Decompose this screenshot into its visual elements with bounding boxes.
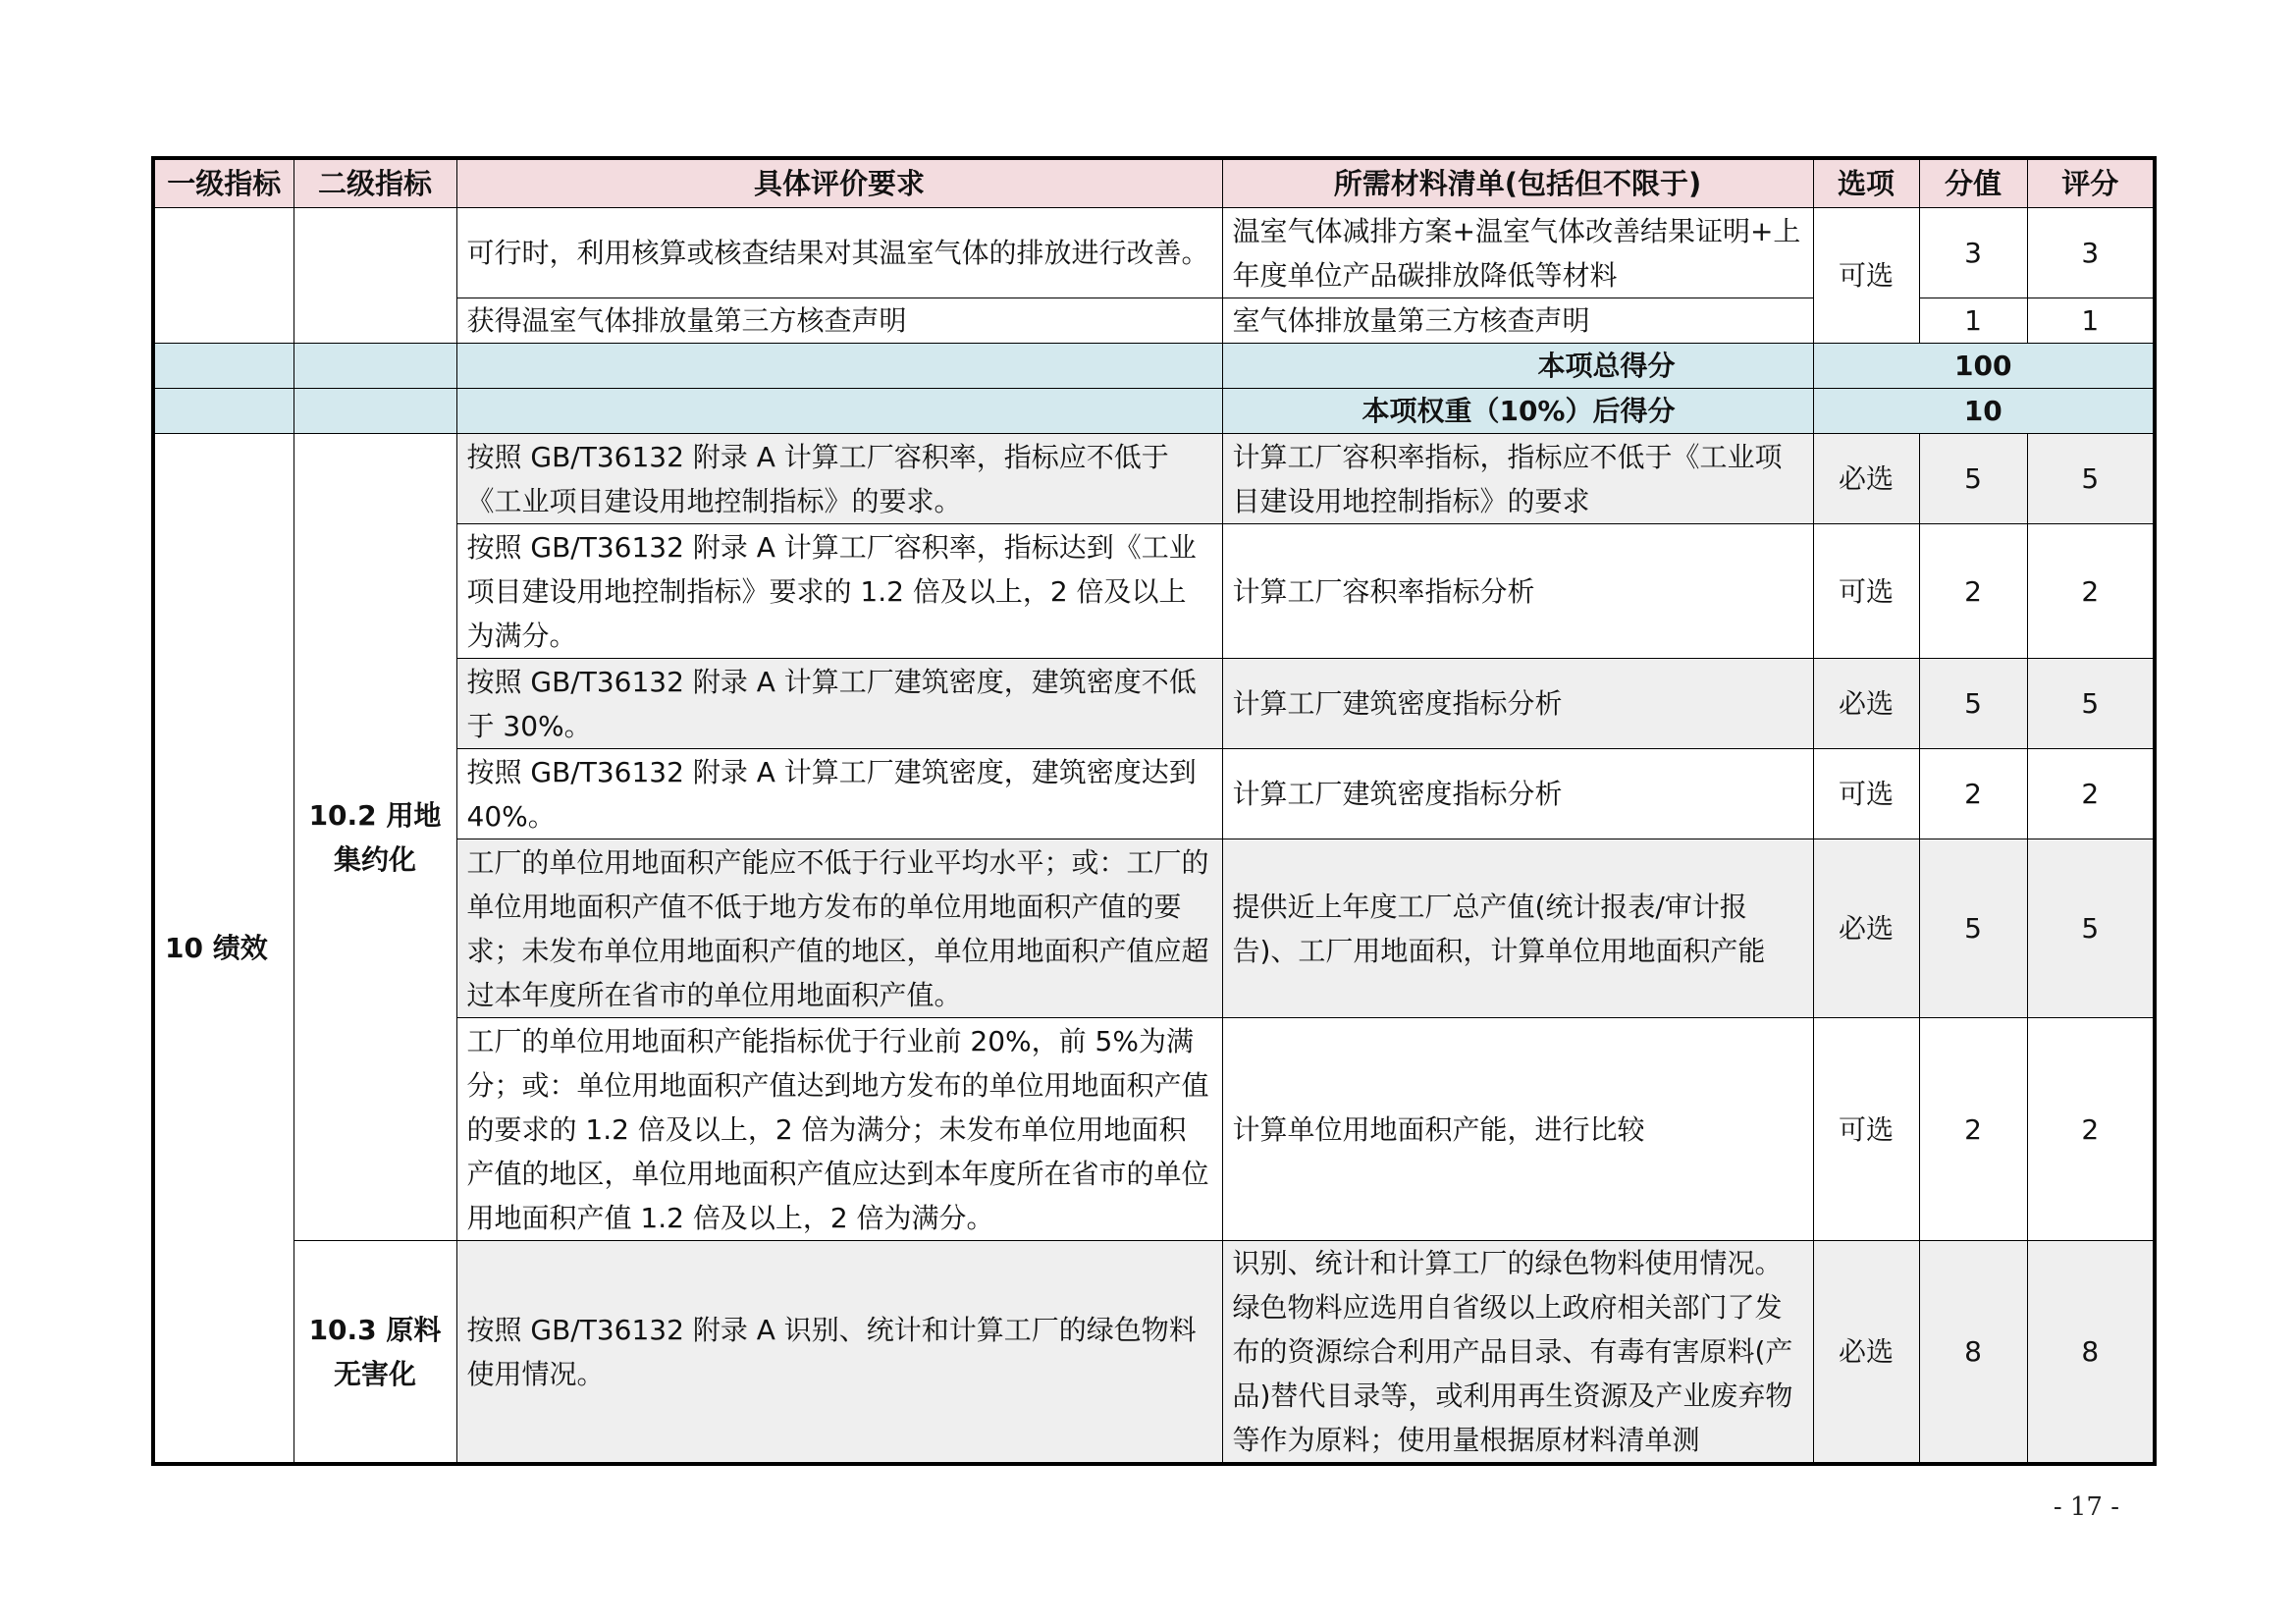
total-row <box>153 344 2155 389</box>
rating-cell: 5 <box>2027 434 2155 524</box>
option-cell: 必选 <box>1813 839 1919 1018</box>
score-cell: 5 <box>1919 434 2027 524</box>
level1-indicator: 10 绩效 <box>153 434 294 1465</box>
rating-cell: 5 <box>2027 839 2155 1018</box>
option-cell: 必选 <box>1813 1241 1919 1465</box>
score-cell: 5 <box>1919 659 2027 749</box>
rating-cell: 3 <box>2027 208 2155 298</box>
materials-cell: 计算工厂建筑密度指标分析 <box>1222 659 1813 749</box>
requirement-cell: 工厂的单位用地面积产能应不低于行业平均水平；或：工厂的单位用地面积产值不低于地方发布的单位用地面积产值的要求；未发布单位用地面积产值的地区，单位用地面积产值应超过本年度所在省市的单位用地面积产值。 <box>456 839 1222 1018</box>
requirement-cell: 按照 GB/T36132 附录 A 计算工厂容积率，指标达到《工业项目建设用地控制指标》要求的 1.2 倍及以上，2 倍及以上为满分。 <box>456 524 1222 659</box>
page-number: - 17 - <box>2053 1492 2119 1522</box>
materials-cell: 计算工厂容积率指标分析 <box>1222 524 1813 659</box>
option-cell: 必选 <box>1813 434 1919 524</box>
requirement-cell: 按照 GB/T36132 附录 A 计算工厂建筑密度，建筑密度达到 40%。 <box>456 749 1222 839</box>
header-level2: 二级指标 <box>294 158 456 208</box>
option-cell: 必选 <box>1813 659 1919 749</box>
materials-cell: 提供近上年度工厂总产值(统计报表/审计报告)、工厂用地面积，计算单位用地面积产能 <box>1222 839 1813 1018</box>
level2-cell-empty <box>294 208 456 344</box>
level2-indicator: 10.2 用地集约化 <box>294 434 456 1241</box>
table-row <box>153 208 2155 298</box>
header-option: 选项 <box>1813 158 1919 208</box>
score-cell: 5 <box>1919 839 2027 1018</box>
requirement-cell: 按照 GB/T36132 附录 A 计算工厂容积率，指标应不低于《工业项目建设用地控制指标》的要求。 <box>456 434 1222 524</box>
header-rating: 评分 <box>2027 158 2155 208</box>
level1-cell-empty <box>153 208 294 344</box>
score-cell: 2 <box>1919 749 2027 839</box>
requirement-cell: 按照 GB/T36132 附录 A 识别、统计和计算工厂的绿色物料使用情况。 <box>456 1241 1222 1465</box>
table-row <box>153 434 2155 524</box>
weighted-total-row <box>153 389 2155 434</box>
materials-cell: 计算单位用地面积产能，进行比较 <box>1222 1018 1813 1241</box>
header-level1: 一级指标 <box>153 158 294 208</box>
rating-cell: 8 <box>2027 1241 2155 1465</box>
total-value: 100 <box>1813 344 2155 389</box>
rating-cell: 2 <box>2027 1018 2155 1241</box>
table-row <box>153 1241 2155 1465</box>
weighted-total-value: 10 <box>1813 389 2155 434</box>
materials-cell: 温室气体减排方案+温室气体改善结果证明+上年度单位产品碳排放降低等材料 <box>1222 208 1813 298</box>
rating-cell: 2 <box>2027 749 2155 839</box>
requirement-cell: 按照 GB/T36132 附录 A 计算工厂建筑密度，建筑密度不低于 30%。 <box>456 659 1222 749</box>
materials-cell: 室气体排放量第三方核查声明 <box>1222 298 1813 344</box>
requirement-cell: 获得温室气体排放量第三方核查声明 <box>456 298 1222 344</box>
table-header-row <box>153 158 2155 208</box>
rating-cell: 2 <box>2027 524 2155 659</box>
header-materials: 所需材料清单(包括但不限于) <box>1222 158 1813 208</box>
score-cell: 3 <box>1919 208 2027 298</box>
level2-indicator: 10.3 原料无害化 <box>294 1241 456 1465</box>
header-score: 分值 <box>1919 158 2027 208</box>
materials-cell: 识别、统计和计算工厂的绿色物料使用情况。绿色物料应选用自省级以上政府相关部门了发布的资源综合利用产品目录、有毒有害原料(产品)替代目录等，或利用再生资源及产业废弃物等作为原料；使用量根据原材料清单测 <box>1222 1241 1813 1465</box>
rating-cell: 5 <box>2027 659 2155 749</box>
total-label: 本项总得分 <box>1222 344 1813 389</box>
option-cell: 可选 <box>1813 749 1919 839</box>
header-requirement: 具体评价要求 <box>456 158 1222 208</box>
score-cell: 2 <box>1919 1018 2027 1241</box>
score-cell: 8 <box>1919 1241 2027 1465</box>
option-cell: 可选 <box>1813 1018 1919 1241</box>
score-cell: 2 <box>1919 524 2027 659</box>
materials-cell: 计算工厂容积率指标，指标应不低于《工业项目建设用地控制指标》的要求 <box>1222 434 1813 524</box>
materials-cell: 计算工厂建筑密度指标分析 <box>1222 749 1813 839</box>
weighted-total-label: 本项权重（10%）后得分 <box>1222 389 1813 434</box>
score-cell: 1 <box>1919 298 2027 344</box>
rating-cell: 1 <box>2027 298 2155 344</box>
evaluation-table <box>151 156 2157 1466</box>
option-cell: 可选 <box>1813 208 1919 344</box>
option-cell: 可选 <box>1813 524 1919 659</box>
requirement-cell: 可行时，利用核算或核查结果对其温室气体的排放进行改善。 <box>456 208 1222 298</box>
requirement-cell: 工厂的单位用地面积产能指标优于行业前 20%，前 5%为满分；或：单位用地面积产值达到地方发布的单位用地面积产值的要求的 1.2 倍及以上，2 倍为满分；未发布单位用地面积产值的地区，单位用地面积产值应达到本年度所在省市的单位用地面积产值 1.2 倍及以上，2 倍为满分。 <box>456 1018 1222 1241</box>
